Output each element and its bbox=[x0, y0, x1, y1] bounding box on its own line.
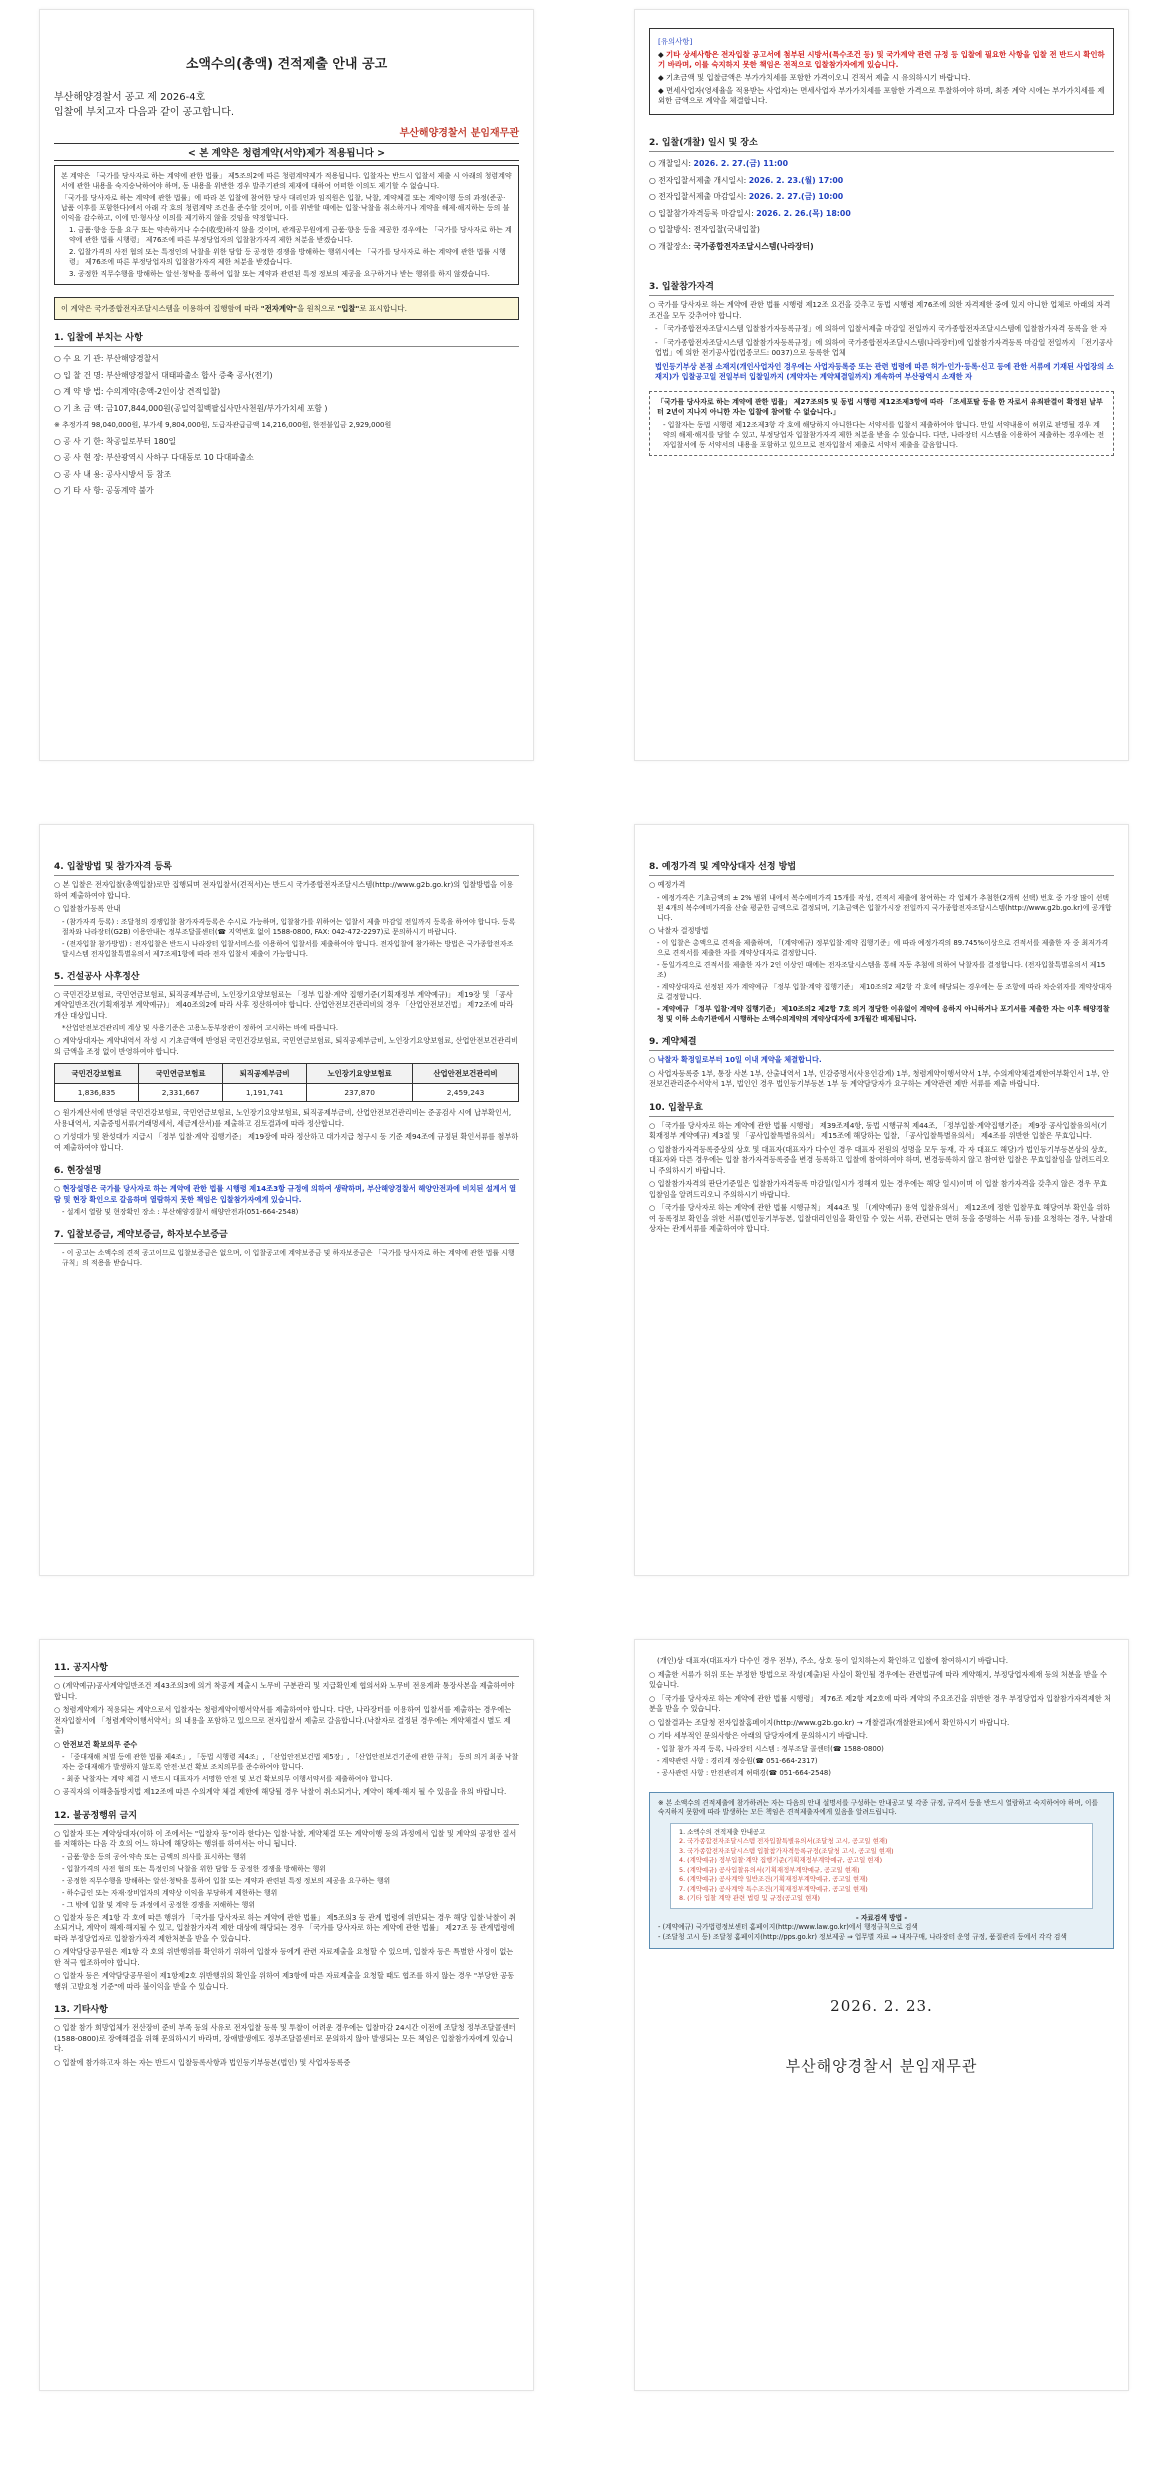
caution-item: ◆ 기초금액 및 입찰금액은 부가가치세를 포함한 가격이오니 견적서 제출 시 유의하시기 바랍니다. bbox=[658, 73, 971, 82]
list-item: ○ 입찰자 또는 계약상대자(이하 이 조에서는 "입찰자 등"이라 한다)는 입찰·낙찰, 계약체결 또는 계약이행 등의 과정에서 입찰 및 계약의 공정한 질서를 저해하는 다음 각 호의 어느 하나에 해당하는 행위를 하여서는 아니 됩니다. bbox=[54, 1828, 517, 1848]
section-title: 2. 입찰(개찰) 일시 및 장소 bbox=[649, 135, 1114, 152]
electronic-contract-notice: 이 계약은 국가종합전자조달시스템을 이용하여 집행함에 따라 "전자계약"을 원칙으로 "입찰"로 표시합니다. bbox=[54, 297, 519, 320]
list-item: - 예정가격은 기초금액의 ± 2% 범위 내에서 복수예비가격 15개를 작성, 견적서 제출에 참여하는 각 업체가 추첨한(2개씩 선택) 번호 중 가장 많이 선택된 4개의 복수예비가격을 산술 평균한 금액으로 결정되며, 기초금액은 입찰가시장 전일까지 국가종합전자조달시스템(http://www.g2b.go.kr)에 공개합니다. bbox=[657, 893, 1112, 922]
list-item: ○ 입찰참가자격의 판단기준일은 입찰참가자격등록 마감일(일시가 정해져 있는 경우에는 해당 일시)이며 이 입찰 참가자격을 갖추지 않은 경우 무효입찰임을 알려드리오니 주의하시기 바랍니다. bbox=[649, 1179, 1108, 1199]
qualification-item: - 「국가종합전자조달시스템 입찰참가자등록규정」에 의하여 입찰서제출 마감일 전일까지 국가종합전자조달시스템에 입찰참가자격 등록을 한 자 bbox=[655, 324, 1107, 333]
tax-evasion-text: 「국가를 당사자로 하는 계약에 관한 법률」 제27조의5 및 동법 시행령 제12조제3항에 따라 「조세포탈 등을 한 자로서 유죄판결이 확정된 날부터 2년이 지나지 아니한 자는 입찰에 참여할 수 없습니다.」 bbox=[657, 397, 1103, 416]
list-item: ○ 「국가를 당사자로 하는 계약에 관한 법률 시행령」 제76조 제2항 제2호에 따라 계약의 주요조건을 위반한 경우 부정당업자 입찰참가자격제한 처분을 받을 수 있습니다. bbox=[649, 1693, 1111, 1713]
list-item: - 금품·향응 등의 공여·약속 또는 금액의 의사를 표시하는 행위 bbox=[62, 1852, 247, 1861]
issue-date: 2026. 2. 23. bbox=[830, 1997, 933, 2015]
section-title: 10. 입찰무효 bbox=[649, 1100, 1114, 1117]
list-item: ○ 수 요 기 관: 부산해양경찰서 bbox=[54, 354, 159, 363]
list-item: ○ 공 사 현 장: 부산광역시 사하구 다대동로 10 다대파출소 bbox=[54, 453, 254, 462]
schedule-item: ○ 전자입찰서제출 개시일시: 2026. 2. 23.(월) 17:00 bbox=[649, 175, 844, 185]
reference-item: 3. 국가종합전자조달시스템 입찰참가자격등록규정(조달청 고시, 공고일 현재) bbox=[679, 1846, 894, 1855]
caution-title: [유의사항] bbox=[658, 37, 693, 46]
list-item: - 최종 낙찰자는 계약 체결 시 반드시 대표자가 서명한 안전 및 보건 확보의무 이행서약서를 제출하여야 합니다. bbox=[62, 1775, 393, 1783]
list-item: - 입찰가격의 사전 협의 또는 특정인의 낙찰을 위한 담합 등 공정한 경쟁을 방해하는 행위 bbox=[62, 1864, 326, 1873]
table-cell: 1,191,741 bbox=[223, 1084, 307, 1102]
list-item: (개인)상 대표자(대표자가 다수인 경우 전부), 주소, 상호 등이 일치하는지 확인하고 입찰에 참여하시기 바랍니다. bbox=[657, 1656, 1008, 1665]
list-item: *산업안전보건관리비 계상 및 사용기준은 고용노동부장관이 정하여 고시하는 바에 따릅니다. bbox=[62, 1024, 339, 1032]
list-item: ※ 추정가격 98,040,000원, 부가세 9,804,000원, 도급자관급금액 14,216,000원, 한전불입금 2,929,000원 bbox=[54, 421, 392, 429]
list-item: - 설계서 열람 및 현장확인 장소 : 부산해양경찰서 해양안전과(051-664-2548) bbox=[62, 1208, 299, 1216]
list-item: ○ 기 초 금 액: 금107,844,000원(공일억칠백팔십사만사천원/부가가치세 포함 ) bbox=[54, 403, 328, 413]
caution-box bbox=[649, 28, 1114, 115]
schedule-item: ○ 개찰일시: 2026. 2. 27.(금) 11:00 bbox=[649, 159, 789, 168]
list-item: - 계약상대자로 선정된 자가 계약예규 「정부 입찰·계약 집행기준」 제10조의2 제2항 각 호에 해당되는 경우에는 동 조항에 따라 차순위자를 계약상대자로 결정합니다. bbox=[657, 983, 1112, 1001]
reference-box bbox=[649, 1792, 1114, 1950]
integrity-banner: < 본 계약은 청렴계약(서약)제가 적용됩니다 > bbox=[54, 143, 519, 161]
reference-item: 7. (계약예규) 공사계약 특수조건(기획재정부계약예규, 공고일 현재) bbox=[679, 1884, 868, 1893]
page-5 bbox=[39, 1639, 534, 2391]
list-item: ○ 원가계산서에 반영된 국민건강보험료, 국민연금보험료, 노인장기요양보험료, 퇴직공제부금비, 산업안전보건관리비는 준공검사 시에 납부확인서, 사용내역서, 지출증빙서류(거래명세서, 세금계산서)를 제출하고 검토결과에 따라 정산합니다. bbox=[54, 1108, 512, 1128]
list-item: - 하수급인 또는 자재·장비업자의 계약상 이익을 부당하게 제한하는 행위 bbox=[62, 1888, 278, 1897]
page-2 bbox=[634, 9, 1129, 761]
page-4 bbox=[634, 824, 1129, 1576]
section-title: 12. 불공정행위 금지 bbox=[54, 1808, 519, 1825]
section-title: 13. 기타사항 bbox=[54, 2002, 519, 2019]
list-item: ○ 낙찰자 확정일로부터 10일 이내 계약을 체결합니다. bbox=[649, 1055, 822, 1064]
insurance-table bbox=[54, 1063, 519, 1102]
list-item: - 이 공고는 소액수의 견적 공고이므로 입찰보증금은 없으며, 이 입찰공고에 계약보증금 및 하자보증금은 「국가를 당사자로 하는 계약에 관한 법률 시행규칙」의 적용을 받습니다. bbox=[62, 1249, 515, 1267]
integrity-item: 1. 금품·향응 등을 요구 또는 약속하거나 수수(收受)하지 않을 것이며, 관계공무원에게 금품·향응 등을 제공한 경우에는 「국가를 당사자로 하는 계약에 관한 법률 시행령」 제76조에 따른 부정당업자의 입찰참가자격 제한 처분을 받겠습니다. bbox=[69, 226, 512, 244]
section-title: 3. 입찰참가자격 bbox=[649, 279, 1114, 296]
list-item: ○ 입찰 참가 희망업체가 전산장비 준비 부족 등의 사유로 전자입찰 등록 및 투찰이 어려운 경우에는 입찰마감 24시간 이전에 조달청 정부조달콜센터(1588-0800)로 장애해결을 위해 문의하시기 바라며, 장애발생에도 정부조달콜센터로 문의하지 않아 발생되는 모든 책임은 입찰참가자에게 있습니다. bbox=[54, 2023, 516, 2053]
list-item: ○ 공 사 내 용: 공사시방서 등 참조 bbox=[54, 469, 172, 479]
contact-item: - 계약관련 사항 : 경리계 정승원(☎ 051-664-2317) bbox=[657, 1756, 818, 1765]
list-item: ○ 「국가를 당사자로 하는 계약에 관한 법률 시행규칙」 제44조 및 「(계약예규) 용역 입찰유의서」 제12조에 정한 입찰무효 해당여부 확인을 위하여 등록정보 확인을 위한 서류(법인등기부등본, 입찰대리인임을 확인할 수 있는 서류, 관련되는 면허 등을 증명하는 서류 등)를 요청하는 경우, 낙찰대상자는 관계서류를 제출하여야 합니다. bbox=[649, 1203, 1113, 1233]
section-title: 1. 입찰에 부치는 사항 bbox=[54, 330, 519, 347]
notice-number: 부산해양경찰서 공고 제 2026-4호 bbox=[54, 92, 206, 103]
schedule-item: ○ 입찰방식: 전자입찰(국내입찰) bbox=[649, 225, 760, 234]
list-item: ○ 입찰에 참가하고자 하는 자는 반드시 입찰등록사항과 법인등기부등본(법인) 및 사업자등록증 bbox=[54, 2057, 351, 2067]
reference-list bbox=[670, 1823, 1093, 1909]
section-title: 7. 입찰보증금, 계약보증금, 하자보수보증금 bbox=[54, 1227, 519, 1244]
list-item: - 동일가격으로 견적서를 제출한 자가 2인 이상인 때에는 전자조달시스템을 통해 자동 추첨에 의하여 낙찰자를 결정합니다. (전자입찰특별유의서 제15조) bbox=[657, 961, 1106, 979]
reference-item: 6. (계약예규) 공사계약 일반조건(기획재정부계약예규, 공고일 현재) bbox=[679, 1875, 868, 1883]
list-item: ○ 공 사 기 한: 착공일로부터 180일 bbox=[54, 436, 177, 446]
table-cell: 2,459,243 bbox=[413, 1084, 519, 1102]
reference-search-title: - 자료검색 방법 - bbox=[855, 1913, 908, 1922]
list-item: - 이 입찰은 총액으로 견적을 제출하며, 「(계약예규) 정부입찰·계약 집행기준」에 따라 예정가격의 89.745%이상으로 견적서를 제출한 자 중 최저가격으로 견적서를 제출한 자를 계약상대자로 결정합니다. bbox=[657, 939, 1109, 957]
list-item: - 「중대재해 처벌 등에 관한 법률 제4조」, 「동법 시행령 제4조」, 「산업안전보건법 제5장」, 「산업안전보건기준에 관한 규칙」 등의 의거 최종 낙찰자는 중대재해가 발생하지 않도록 안전·보건 확보 조치의무를 준수하여야 합니다. bbox=[62, 1753, 519, 1771]
contact-item: - 공사관련 사항 : 안전관리계 허태경(☎ 051-664-2548) bbox=[657, 1768, 831, 1777]
document-title: 소액수의(총액) 견적제출 안내 공고 bbox=[185, 57, 388, 72]
list-item: ○ 계 약 방 법: 수의계약(총액-2인이상 견적입찰) bbox=[54, 387, 221, 396]
page-3 bbox=[39, 824, 534, 1576]
table-cell: 2,331,667 bbox=[139, 1084, 223, 1102]
list-item: ○ 사업자등록증 1부, 통장 사본 1부, 산출내역서 1부, 인감증명서(사용인감계) 1부, 청렴계약이행서약서 1부, 수의계약체결제한여부확인서 1부, 안전보건관리준수서약서 1부, 법인인 경우 법인등기부등본 1부 등 계약담당자가 요구하는 계약관련 제반 서류를 제출 바랍니다. bbox=[649, 1068, 1109, 1088]
list-item: - (전자입찰 참가방법) : 전자입찰은 반드시 나라장터 입찰서비스를 이용하여 입찰서를 제출하여야 합니다. 전자입찰에 참가하는 방법은 국가종합전자조달시스템 전자입찰특별유의서 제7조제1항에 따라 전자 입찰서 제출이 가능합니다. bbox=[62, 939, 514, 958]
integrity-item: 2. 입찰가격의 사전 협의 또는 특정인의 낙찰을 위한 담합 등 공정한 경쟁을 방해하는 행위시에는 「국가를 당사자로 하는 계약에 관한 법률 시행령」 제76조에 따른 부정당업자의 입찰참가자격 제한 처분을 받겠습니다. bbox=[69, 248, 506, 266]
tax-evasion-sub: - 입찰자는 동법 시행령 제12조제3항 각 호에 해당하지 아니한다는 서약서를 입찰서 제출하여야 합니다. 만일 서약내용이 허위로 판명될 경우 계약의 해제·해지를 당할 수 있고, 부정당업자 입찰참가자격 제한 처분을 받을 수 있습니다. 다만, 나라장터 시스템을 이용하여 제출하는 경우에는 전자입찰서에 동 서약서의 내용을 포함하고 있으므로 전자입찰서 제출로 서약서 제출을 갈음합니다. bbox=[663, 420, 1105, 449]
list-item: ○ 본 입찰은 전자입찰(총액입찰)로만 집행되며 전자입찰서(견적서)는 반드시 국가종합전자조달시스템(http://www.g2b.go.kr)의 입찰방법을 이용하여 제출하여야 합니다. bbox=[54, 880, 514, 900]
list-item: ○ 「국가를 당사자로 하는 계약에 관한 법률 시행령」 제39조제4항, 동법 시행규칙 제44조, 「정부입찰·계약집행기준」 제9장 공사입찰유의서(기획재정부 계약예규) 제3절 및 「공사입찰특별유의서」 제15조에 해당하는 입찰, 「공사입찰특별유의서」 제4조를 위반한 입찰은 무효입니다. bbox=[649, 1120, 1108, 1140]
list-item: ○ 낙찰자 결정방법 bbox=[649, 925, 709, 935]
signer: 부산해양경찰서 분임재무관 bbox=[785, 2057, 978, 2075]
integrity-box bbox=[54, 165, 519, 285]
section-title: 11. 공지사항 bbox=[54, 1660, 519, 1677]
list-item: ○ 입찰참가자격등록증상의 상호 및 대표자(대표자가 다수인 경우 대표자 전원의 성명을 모두 등재, 각 자 대표도 해당)가 법인등기부등본상의 상호, 대표자와 다른 경우에는 입찰 참가자격등록증을 변경 등록하고 입찰에 참여하여야 하며, 변경등록하지 않고 참여한 입찰은 무효입찰임을 알려드리오니 주의하시기 바랍니다. bbox=[649, 1144, 1110, 1175]
table-cell: 237,870 bbox=[307, 1084, 413, 1102]
list-item: ○ 입찰결과는 조달청 전자입찰홈페이지(http://www.g2b.go.kr) → 개찰결과(개찰완료)에서 확인하시기 바랍니다. bbox=[649, 1717, 1010, 1727]
table-header: 산업안전보건관리비 bbox=[413, 1064, 519, 1084]
reference-item: 8. (기타 입찰 계약 관련 법령 및 규정(공고일 현재) bbox=[679, 1894, 820, 1902]
list-item: ○ 기타 세부적인 문의사항은 아래의 담당자에게 문의하시기 바랍니다. bbox=[649, 1731, 868, 1740]
list-item: - 그 밖에 입찰 및 계약 등 과정에서 공정한 경쟁을 저해하는 행위 bbox=[62, 1900, 255, 1909]
list-item: ○ 입찰참가등록 안내 bbox=[54, 904, 121, 913]
list-item: ○ 예정가격 bbox=[649, 880, 686, 889]
list-item: ○ 입찰자 등은 제1항 각 호에 따른 행위가 「국가를 당사자로 하는 계약에 관한 법률」 제5조의3 등 관계 법령에 위반되는 경우 해당 입찰·낙찰이 취소되거나, 계약이 해제·해지될 수 있고, 입찰참가자격 제한 대상에 해당되는 경우 「국가를 당사자로 하는 계약에 관한 법률」 제27조 등 관계법령에 따라 부정당업자로 입찰참가자격 제한처분을 받을 수 있습니다. bbox=[54, 1912, 516, 1943]
table-cell: 1,836,835 bbox=[55, 1084, 139, 1102]
reference-item: 2. 국가종합전자조달시스템 전자입찰특별유의서(조달청 고시, 공고일 현재) bbox=[679, 1837, 888, 1845]
qualification-item: ○ 국가를 당사자로 하는 계약에 관한 법률 시행령 제12조 요건을 갖추고 동법 시행령 제76조에 의한 자격제한 중에 있지 아니한 업체로 아래의 자격조건을 모두 갖추어야 합니다. bbox=[649, 300, 1111, 320]
section-title: 9. 계약체결 bbox=[649, 1034, 1114, 1051]
issuer-org: 부산해양경찰서 분임재무관 bbox=[399, 128, 519, 139]
section-title: 5. 건설공사 사후정산 bbox=[54, 969, 519, 986]
page-6 bbox=[634, 1639, 1129, 2391]
list-item: ○ (계약예규)공사계약일반조건 제43조의3에 의거 착공계 제출시 노무비 구분관리 및 지급확인제 협의서와 노무비 전용계좌 통장사본을 제출하여야 합니다. bbox=[54, 1681, 515, 1701]
section-title: 6. 현장설명 bbox=[54, 1163, 519, 1180]
caution-item: ◆ 면세사업자(영세율을 적용받는 사업자)는 면세사업자 부가가치세를 포함한 가격으로 투찰하여야 하며, 최종 계약 시에는 부가가치세를 제외한 금액으로 계약을 체결합니다. bbox=[658, 86, 1105, 105]
list-item: - 계약예규 「정부 입찰·계약 집행기준」 제10조의2 제2항 7호 의거 정당한 이유없이 계약에 응하지 아니하거나 포기서를 제출한 자는 이후 해양경찰청 및 이하 소속기관에서 시행하는 소액수의계약의 계약상대자에 3개월간 배제됩니다. bbox=[657, 1005, 1110, 1023]
caution-item: ◆ 기타 상세사항은 전자입찰 공고서에 첨부된 시방서(특수조건 등) 및 국가계약 관련 규정 등 입찰에 필요한 사항을 입찰 전 반드시 확인하기 바라며, 이를 숙지하지 못한 책임은 전적으로 입찰참가자에게 있습니다. bbox=[658, 50, 1105, 69]
qualification-item: - 「국가종합전자조달시스템 입찰참가자등록규정」에 의하여 국가종합전자조달시스템(나라장터)에 입찰참가자격등록 마감일 전일까지 「전기공사업법」에 의한 전기공사업(업종코드: 0037)으로 등록한 업체 bbox=[655, 337, 1113, 357]
list-item: ○ 제출한 서류가 허위 또는 부정한 방법으로 작성(제출)된 사실이 확인될 경우에는 관련법규에 따라 계약해지, 부정당업자제재 등의 처분을 받을 수 있습니다. bbox=[649, 1669, 1108, 1689]
list-item: ○ 입 찰 건 명: 부산해양경찰서 대태파출소 합사 증축 공사(전기) bbox=[54, 370, 273, 380]
notice-text: 입찰에 부치고자 다음과 같이 공고합니다. bbox=[54, 107, 235, 118]
table-header: 노인장기요양보험료 bbox=[307, 1064, 413, 1084]
integrity-intro: 본 계약은 「국가를 당사자로 하는 계약에 관한 법률」 제5조의2에 따른 청렴계약제가 적용됩니다. 입찰자는 반드시 입찰서 제출 시 아래의 청렴계약서에 관한 내용을 숙지승낙하여야 하며, 동 내용을 위반한 경우 발주기관의 제재에 대하여 어떠한 이의도 제기할 수 없습니다. bbox=[61, 172, 512, 190]
list-item: ○ 계약담당공무원은 제1항 각 호의 위반행위를 확인하기 위하여 입찰자 등에게 관련 자료제출을 요청할 수 있으며, 입찰자 등은 특별한 사정이 없는 한 적극 협조하여야 합니다. bbox=[54, 1947, 514, 1967]
table-header: 국민연금보험료 bbox=[139, 1064, 223, 1084]
integrity-item: 「국가를 당사자로 하는 계약에 관한 법률」에 따라 본 입찰에 참여한 당사 대리인과 임직원은 입찰, 낙찰, 계약체결 또는 계약이행 등의 과정(준공·납품 이후를 포함한다)에서 아래 각 호의 청렴계약 조건을 준수할 것이며, 이를 위반할 때에는 입찰·낙찰을 취소하거나 계약을 해제·해지하는 등의 불이익을 감수하고, 이에 민·형사상 이의를 제기하지 않을 것임을 약정합니다. bbox=[61, 194, 510, 222]
list-item: ○ 안전보건 확보의무 준수 bbox=[54, 1739, 138, 1749]
reference-item: 5. (계약예규) 공사입찰유의서(기획재정부계약예규, 공고일 현재) bbox=[679, 1865, 860, 1874]
schedule-item: ○ 개찰장소: 국가종합전자조달시스템(나라장터) bbox=[649, 241, 814, 251]
integrity-item: 3. 공정한 직무수행을 방해하는 알선·청탁을 통하여 입찰 또는 계약과 관련된 특정 정보의 제공을 요구하거나 받는 행위를 하지 않겠습니다. bbox=[69, 270, 490, 278]
list-item: ○ 국민건강보험료, 국민연금보험료, 퇴직공제부금비, 노인장기요양보험료는 「정부 입찰·계약 집행기준(기획재정부 계약예규)」 제19장 및 「공사계약일반조건(기획재정부 계약예규)」 제40조의2에 따라 사후 정산하여야 합니다. 산업안전보건관리비의 경우 「산업안전보건법」 제72조에 따라 개산 대상입니다. bbox=[54, 989, 514, 1020]
list-item: ○ 현장설명은 국가를 당사자로 하는 계약에 관한 법률 시행령 제14조3항 규정에 의하여 생략하며, 부산해양경찰서 해양안전과에 비치된 설계서 열람 및 현장 확인으로 갈음하며 열람하지 못한 책임은 입찰참가자에게 있습니다. bbox=[54, 1184, 517, 1204]
reference-search-item: - (계약예규) 국가법령정보센터 홈페이지(http://www.law.go.kr)에서 행정규칙으로 검색 bbox=[658, 1923, 918, 1931]
list-item: ○ 계약상대자는 계약내역서 작성 시 기초금액에 반영된 국민건강보험료, 국민연금보험료, 퇴직공제부금비, 노인장기요양보험료, 산업안전보건관리비의 금액을 조정 없이 반영하여야 합니다. bbox=[54, 1036, 519, 1056]
reference-search-item: - (조달청 고시 등) 조달청 홈페이지(http://pps.go.kr) 정보제공 ⇒ 업무별 자료 ⇒ 내자구매, 나라장터 운영 규정, 품질관리 등에서 각각 검색 bbox=[658, 1932, 1067, 1941]
reference-intro: ※ 본 소액수의 견적제출에 참가하려는 자는 다음의 안내 설명서를 구성하는 안내공고 및 각종 규정, 규격서 등을 반드시 열람하고 숙지하여야 하며, 이를 숙지하지 못함에 따라 발생하는 모든 책임은 견적제출자에게 있음을 알려드립니다. bbox=[658, 1798, 1098, 1816]
list-item: ○ 기 타 사 항: 공동계약 불가 bbox=[54, 486, 154, 495]
page-1 bbox=[39, 9, 534, 761]
contact-item: - 입찰 참가 자격 등록, 나라장터 시스템 : 정부조달 콜센터(☎ 1588-0800) bbox=[657, 1744, 884, 1753]
table-header: 퇴직공제부금비 bbox=[223, 1064, 307, 1084]
list-item: ○ 청렴계약제가 적용되는 계약으로서 입찰자는 청렴계약이행서약서를 제출하여야 합니다. 다만, 나라장터를 이용하여 입찰서를 제출하는 경우에는 전자입찰서에 「청렴계약이행서약서」의 내용을 포함하고 있으므로 전자입찰서 제출로 갈음합니다.(낙찰자로 결정된 경우에는 계약체결시 별도 제출) bbox=[54, 1705, 512, 1735]
list-item: ○ 입찰자 등은 계약담당공무원이 제1항제2호 위반행위의 확인을 위하여 제3항에 따른 자료제출을 요청할 때도 협조를 하지 않는 경우 "부당한 공동행위 고발요청 기준"에 따라 불이익을 받을 수 있습니다. bbox=[54, 1971, 515, 1991]
list-item: - (참가자격 등록) : 조달청의 경쟁입찰 참가자격등록은 수시로 가능하며, 입찰참가를 위하여는 입찰서 제출 마감일 전일까지 등록을 하여야 합니다. 등록절차와 나라장터(G2B) 이용안내는 정부조달콜센터(☎ 지역번호 없이 1588-0800, FAX: 042-472-2297)로 문의하시기 바랍니다. bbox=[62, 917, 516, 936]
list-item: ○ 기성대가 및 완성대가 지급시 「정부 입찰·계약 집행기준」 제19장에 따라 정산하고 대가지급 청구시 동 기준 제94조에 규정된 확인서류를 첨부하여 제출하여야 합니다. bbox=[54, 1132, 519, 1152]
reference-item: 4. (계약예규) 정부입찰·계약 집행기준(기획재정부계약예규, 공고일 현재) bbox=[679, 1856, 883, 1864]
section-title: 4. 입찰방법 및 참가자격 등록 bbox=[54, 859, 519, 876]
list-item: - 공정한 직무수행을 방해하는 알선·청탁을 통하여 입찰 또는 계약과 관련된 특정 정보의 제공을 요구하는 행위 bbox=[62, 1876, 391, 1885]
list-item: ○ 공직자의 이해충돌방지법 제12조에 따른 수의계약 체결 제한에 해당될 경우 낙찰이 취소되거나, 계약이 해제·해지 될 수 있음을 유의 바랍니다. bbox=[54, 1787, 507, 1796]
schedule-item: ○ 전자입찰서제출 마감일시: 2026. 2. 27.(금) 10:00 bbox=[649, 192, 844, 201]
reference-item: 1. 소액수의 견적제출 안내공고 bbox=[679, 1827, 766, 1836]
table-header: 국민건강보험료 bbox=[55, 1064, 139, 1084]
schedule-item: ○ 입찰참가자격등록 마감일시: 2026. 2. 26.(목) 18:00 bbox=[649, 208, 851, 218]
section-title: 8. 예정가격 및 계약상대자 선정 방법 bbox=[649, 859, 1114, 876]
qualification-item: 법인등기부상 본점 소재지(개인사업자인 경우에는 사업자등록증 또는 관련 법령에 따른 허가·인가·등록·신고 등에 관한 서류에 기재된 사업장의 소재지)가 입찰공고일 전일부터 입찰일까지 (계약자는 계약체결일까지) 계속하여 부산광역시 소재한 자 bbox=[655, 361, 1114, 381]
tax-evasion-box bbox=[649, 391, 1114, 456]
